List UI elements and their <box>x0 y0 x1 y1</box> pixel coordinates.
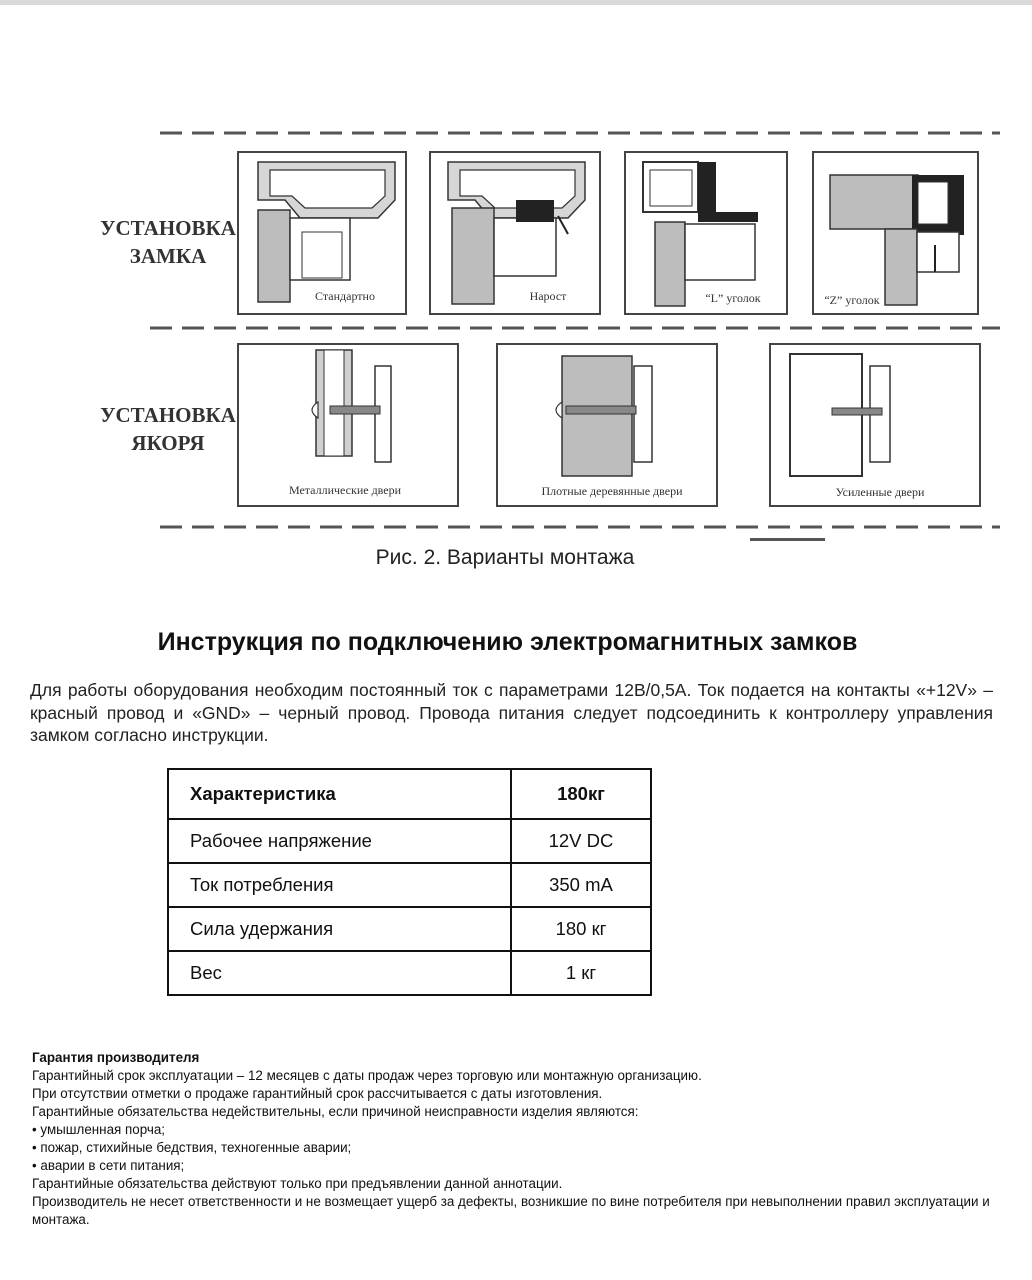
top-edge-bar <box>0 0 1032 5</box>
table-row <box>168 907 651 951</box>
warranty-line: Производитель не несет ответственности и не возмещает ущерб за дефекты, возникшие по вине потребителя при невыполнении правил эксплуатации и монтажа. <box>32 1194 990 1227</box>
table-row <box>168 863 651 907</box>
lock-row-label-1: УСТАНОВКА <box>100 216 236 240</box>
anchor-variant-label: Металлические двери <box>288 483 402 497</box>
lock-variant-label: Стандартно <box>315 289 375 303</box>
table-cell-value: 1 кг <box>511 951 651 995</box>
lock-l-corner-panel <box>625 152 787 314</box>
warranty-line: • умышленная порча; <box>32 1122 165 1137</box>
lock-variant-label: Нарост <box>529 289 567 303</box>
dash-fragment <box>750 538 825 541</box>
warranty-title: Гарантия производителя <box>32 1050 200 1065</box>
anchor-metal-panel <box>238 344 458 506</box>
anchor-variant-label: Плотные деревянные двери <box>541 484 683 498</box>
table-row <box>168 819 651 863</box>
table-cell-value: 12V DC <box>511 819 651 863</box>
warranty-line: Гарантийный срок эксплуатации – 12 месяцев с даты продаж через торговую или монтажную организацию. <box>32 1068 702 1083</box>
table-cell-name: Рабочее напряжение <box>168 819 511 863</box>
mounting-figure <box>0 120 1032 550</box>
warranty-line: Гарантийные обязательства недействительны, если причиной неисправности изделия являются: <box>32 1104 639 1119</box>
warranty-section <box>32 1049 992 1229</box>
warranty-line: При отсутствии отметки о продаже гарантийный срок рассчитывается с даты изготовления. <box>32 1086 603 1101</box>
warranty-line: • пожар, стихийные бедствия, техногенные аварии; <box>32 1140 352 1155</box>
mounting-diagram <box>0 120 1032 550</box>
warranty-line: • аварии в сети питания; <box>32 1158 185 1173</box>
table-cell-value: 180 кг <box>511 907 651 951</box>
document-title: Инструкция по подключению электромагнитных замков <box>157 628 858 656</box>
anchor-reinforced-panel <box>770 344 980 506</box>
specifications-table <box>167 768 652 996</box>
table-header-row <box>168 769 651 819</box>
anchor-row-label-1: УСТАНОВКА <box>100 403 236 427</box>
anchor-row-label-2: ЯКОРЯ <box>131 431 205 455</box>
intro-paragraph: Для работы оборудования необходим постоянный ток с параметрами 12В/0,5А. Ток подается на контакты «+12V» – красный провод и «GND» – черный провод. Провода питания следует подсоединить к контроллеру управления замком согласно инструкции. <box>30 680 993 745</box>
anchor-wooden-panel <box>497 344 717 506</box>
table-cell-name: Вес <box>168 951 511 995</box>
lock-nastil-panel <box>430 152 600 314</box>
anchor-variant-label: Усиленные двери <box>835 485 925 499</box>
lock-variant-label: “L” уголок <box>705 291 761 305</box>
table-cell-value: 350 mA <box>511 863 651 907</box>
table-header-model: 180кг <box>511 769 651 819</box>
table-header-characteristic: Характеристика <box>168 769 511 819</box>
lock-variant-label: “Z” уголок <box>824 293 880 307</box>
lock-z-corner-panel <box>813 152 978 314</box>
figure-caption: Рис. 2. Варианты монтажа <box>375 546 635 569</box>
table-row <box>168 951 651 995</box>
table-cell-name: Ток потребления <box>168 863 511 907</box>
warranty-line: Гарантийные обязательства действуют только при предъявлении данной аннотации. <box>32 1176 563 1191</box>
table-cell-name: Сила удержания <box>168 907 511 951</box>
lock-row-label-2: ЗАМКА <box>129 244 207 268</box>
lock-standard-panel <box>238 152 406 314</box>
